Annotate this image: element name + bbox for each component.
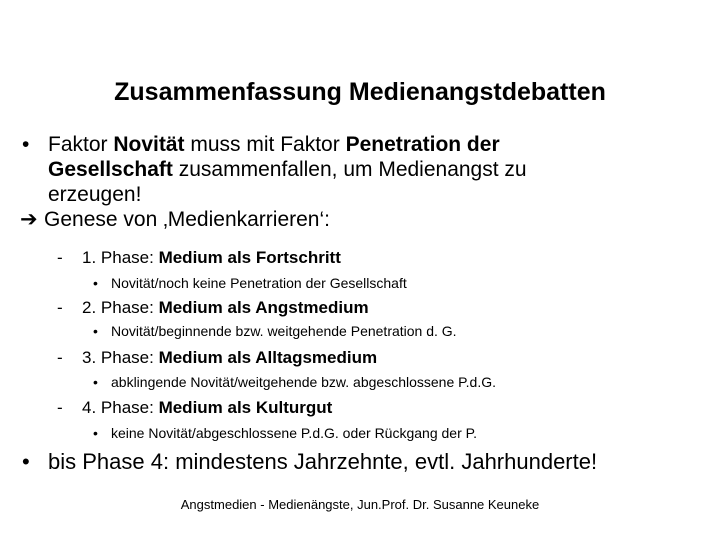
sub-bullet-marker: • (93, 425, 98, 441)
phase-3-detail: abklingende Novität/weitgehende bzw. abgeschlossene P.d.G. (111, 374, 497, 390)
dash-marker: - (57, 248, 63, 267)
sub-bullet-marker: • (93, 323, 98, 339)
phase-4-detail: keine Novität/abgeschlossene P.d.G. oder Rückgang der P. (111, 425, 478, 441)
phase-1-line (82, 247, 341, 268)
bullet-marker: • (22, 449, 30, 474)
slide-footer: Angstmedien - Medienängste, Jun.Prof. Dr. Susanne Keuneke (180, 497, 540, 512)
sub-bullet-marker: • (93, 275, 98, 291)
bullet-conclusion: bis Phase 4: mindestens Jahrzehnte, evtl. Jahrhunderte! (48, 449, 598, 474)
arrow-icon: ➔ (20, 208, 38, 231)
phase-2-detail: Novität/beginnende bzw. weitgehende Penetration d. G. (111, 323, 457, 339)
phase-title: Medium als Angstmedium (158, 298, 369, 317)
phase-3-line (82, 347, 377, 368)
bullet-marker: • (22, 133, 30, 156)
phase-2-line (82, 297, 369, 318)
phase-title: Medium als Alltagsmedium (158, 348, 378, 367)
phase-label: 3. Phase: (82, 348, 159, 367)
bold-term-penetration: Penetration der (345, 133, 500, 156)
slide-title: Zusammenfassung Medienangstdebatten (114, 78, 606, 106)
bullet-novitaet-line1 (48, 132, 500, 157)
phase-4-line (82, 397, 332, 418)
text-segment: muss mit Faktor (184, 133, 346, 156)
dash-marker: - (57, 348, 63, 367)
text-segment: Faktor (48, 133, 114, 156)
text-segment: zusammenfallen, um Medienangst zu (172, 158, 527, 181)
phase-label: 1. Phase: (82, 248, 159, 267)
dash-marker: - (57, 398, 63, 417)
genese-line: Genese von ‚Medienkarrieren‘: (44, 208, 330, 231)
sub-bullet-marker: • (93, 374, 98, 390)
bullet-novitaet-line2 (48, 157, 527, 182)
phase-label: 4. Phase: (82, 398, 159, 417)
phase-label: 2. Phase: (82, 298, 159, 317)
phase-title: Medium als Kulturgut (158, 398, 333, 417)
bold-term-novitaet: Novität (113, 133, 185, 156)
bullet-novitaet-line3: erzeugen! (48, 183, 142, 206)
bold-term-gesellschaft: Gesellschaft (48, 158, 173, 181)
phase-title: Medium als Fortschritt (158, 248, 341, 267)
dash-marker: - (57, 298, 63, 317)
phase-1-detail: Novität/noch keine Penetration der Gesellschaft (111, 275, 407, 291)
